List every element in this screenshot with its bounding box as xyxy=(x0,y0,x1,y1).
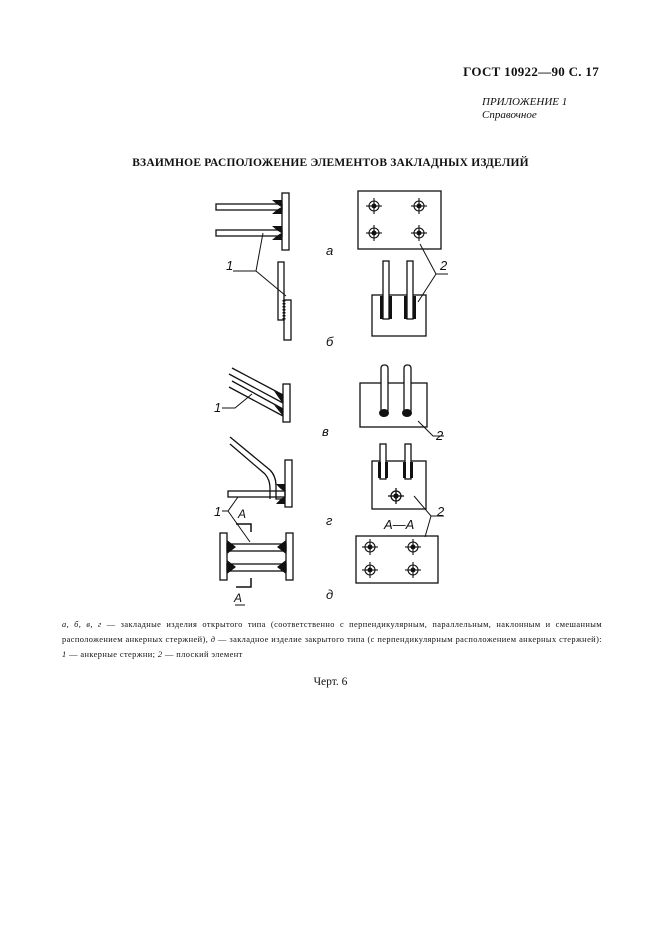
label-1-v: 1 xyxy=(214,400,222,415)
page-header: ГОСТ 10922—90 С. 17 xyxy=(463,64,599,79)
appendix-note: Справочное xyxy=(482,109,537,121)
label-a: а xyxy=(326,243,334,258)
label-d: д xyxy=(326,587,334,602)
caption-refs-abvg: а, б, в, г xyxy=(62,620,102,629)
figure-title: ВЗАИМНОЕ РАСПОЛОЖЕНИЕ ЭЛЕМЕНТОВ ЗАКЛАДНЫХ ИЗДЕЛИЙ xyxy=(132,157,529,169)
section-title: А—А xyxy=(384,517,415,532)
caption-text-plate: — плоский элемент xyxy=(162,650,243,659)
fig-v-plate-view xyxy=(360,365,427,427)
fig-b-plate-view xyxy=(372,261,426,336)
label-g: г xyxy=(326,513,333,528)
label-1-ab: 1 xyxy=(226,258,234,273)
caption-text-anchors: — анкерные стержни; xyxy=(66,650,158,659)
figure-caption xyxy=(62,617,602,662)
label-b: б xyxy=(326,334,334,349)
fig-g-side-view xyxy=(228,437,292,507)
appendix-title: ПРИЛОЖЕНИЕ 1 xyxy=(482,96,568,108)
label-1-g: 1 xyxy=(214,504,222,519)
fig-d-side-view xyxy=(220,524,293,587)
leader-2-ab xyxy=(418,244,448,302)
section-mark-bottom: А xyxy=(234,591,243,605)
fig-v-side-view xyxy=(229,368,290,422)
fig-b-side-view xyxy=(278,262,291,340)
section-mark-top: А xyxy=(238,507,247,521)
caption-ref-1: 1 xyxy=(62,650,67,659)
label-2-ab: 2 xyxy=(440,258,448,273)
caption-text-closed: — закладное изделие закрытого типа (с перпендикулярным расположением анкерных стержней): xyxy=(215,635,602,644)
drawing-number: Черт. 6 xyxy=(313,676,348,688)
label-2-g: 2 xyxy=(437,504,445,519)
caption-ref-d: д xyxy=(210,635,216,644)
fig-a-side-view xyxy=(216,193,289,250)
caption-text-open: — закладные изделия открытого типа (соответственно с перпендикулярным, параллельным, наклонным и смешанным расположением анкерных стержней), xyxy=(62,620,602,644)
caption-ref-2: 2 xyxy=(157,650,163,659)
fig-d-plate-view xyxy=(356,536,438,583)
fig-g-plate-view xyxy=(372,444,426,509)
label-2-v: 2 xyxy=(436,428,444,443)
label-v: в xyxy=(322,424,329,439)
fig-a-plate-view xyxy=(358,191,441,249)
leader-1-v xyxy=(222,394,252,408)
stud-marks xyxy=(366,198,427,241)
